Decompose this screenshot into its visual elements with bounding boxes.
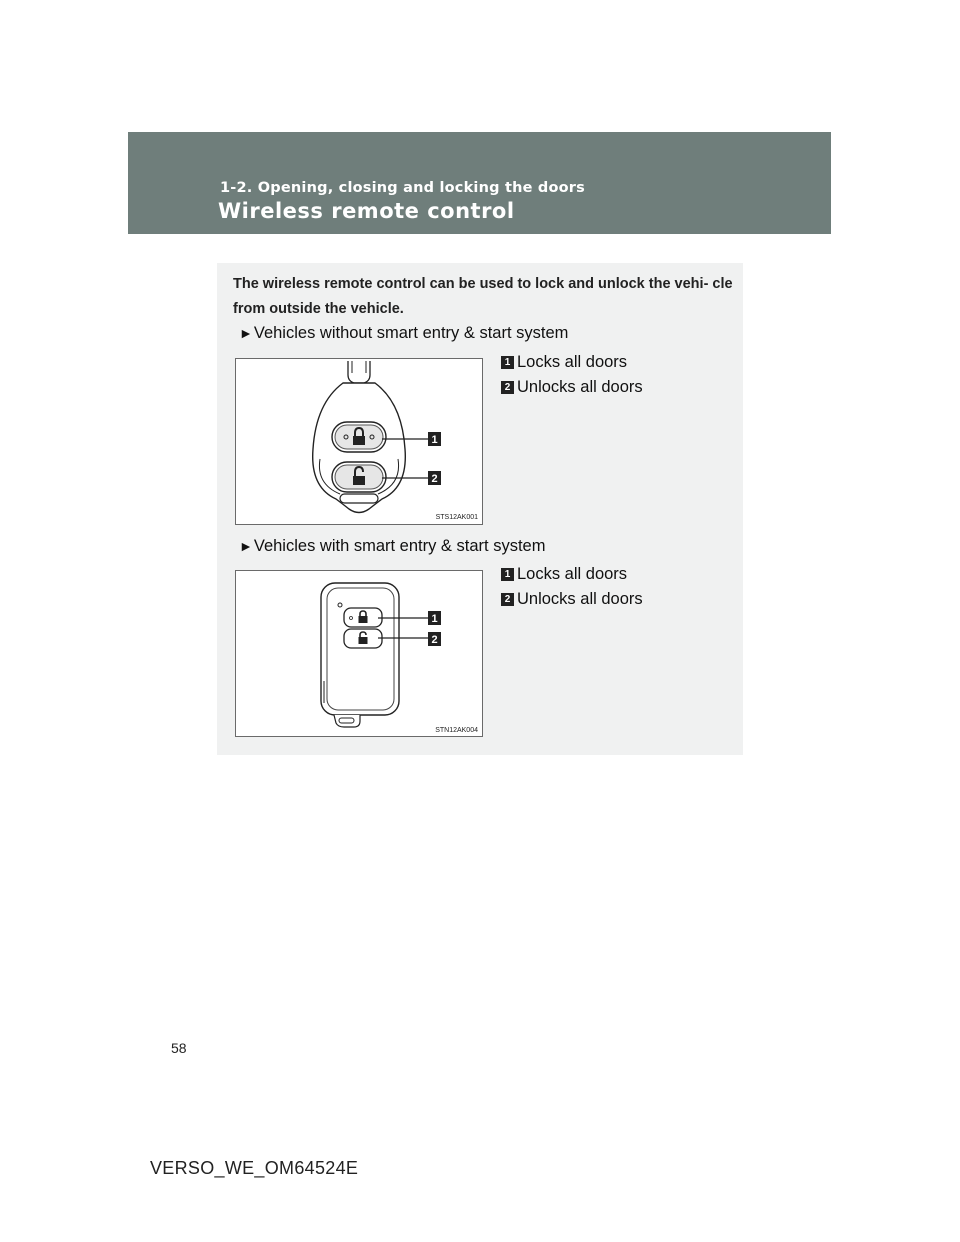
content-panel bbox=[217, 263, 743, 755]
legend-item-unlock bbox=[501, 587, 643, 612]
svg-text:1: 1 bbox=[431, 434, 438, 446]
legend-text: Unlocks all doors bbox=[517, 378, 643, 396]
legend-text: Locks all doors bbox=[517, 565, 628, 583]
variant-heading-with-smart-entry bbox=[239, 537, 545, 556]
page-title: Wireless remote control bbox=[218, 199, 515, 223]
section-heading: 1-2. Opening, closing and locking the doors bbox=[220, 180, 585, 196]
svg-text:1: 1 bbox=[431, 613, 438, 625]
legend-item-lock bbox=[501, 562, 643, 587]
triangle-right-icon: ► bbox=[239, 538, 253, 554]
svg-text:2: 2 bbox=[431, 473, 438, 485]
svg-text:2: 2 bbox=[431, 634, 438, 646]
intro-text: The wireless remote control can be used to lock and unlock the vehi- cle from outside the vehicle. bbox=[233, 276, 733, 317]
variant-label: Vehicles without smart entry & start system bbox=[253, 324, 569, 342]
variant-label: Vehicles with smart entry & start system bbox=[253, 537, 546, 555]
legend-item-lock bbox=[501, 350, 643, 375]
triangle-right-icon: ► bbox=[239, 325, 253, 341]
legend-text: Locks all doors bbox=[517, 353, 628, 371]
callout-number: 1 bbox=[501, 568, 514, 581]
smart-key-figure bbox=[235, 570, 483, 737]
callout-number: 2 bbox=[501, 381, 514, 394]
document-code: VERSO_WE_OM64524E bbox=[150, 1158, 359, 1178]
figure-code: STN12AK004 bbox=[435, 727, 478, 734]
chapter-header bbox=[128, 132, 831, 234]
legend-list bbox=[501, 562, 643, 612]
callout-number: 2 bbox=[501, 593, 514, 606]
figure-code: STS12AK001 bbox=[435, 514, 478, 521]
key-remote-figure bbox=[235, 358, 483, 525]
legend-item-unlock bbox=[501, 375, 643, 400]
legend-list bbox=[501, 350, 643, 400]
callout-number: 1 bbox=[501, 356, 514, 369]
page-number: 58 bbox=[171, 1040, 187, 1056]
variant-heading-without-smart-entry bbox=[239, 324, 568, 343]
legend-text: Unlocks all doors bbox=[517, 590, 643, 608]
